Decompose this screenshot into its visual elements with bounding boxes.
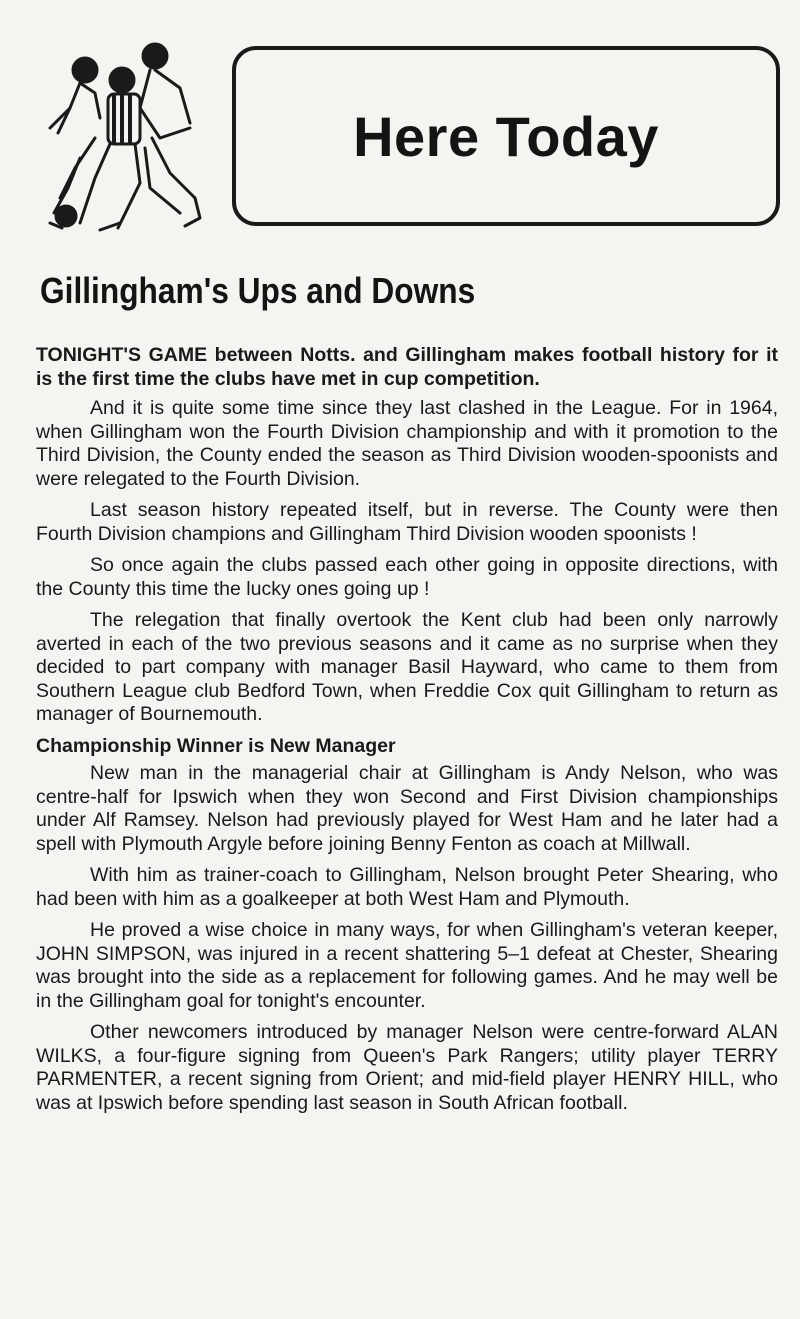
article-paragraph: He proved a wise choice in many ways, for when Gillingham's veteran keeper, JOHN SIMPSON, was injured in a recent shattering 5–1 defeat at Chester, Shearing was brought into the side as a replacement for following games. And he may well be in the Gillingham goal for tonight's encounter. [36, 919, 778, 1012]
article-lead: TONIGHT'S GAME between Notts. and Gillingham makes football history for it is the first time the clubs have met in cup competition. [36, 344, 778, 390]
article-paragraph: New man in the managerial chair at Gillingham is Andy Nelson, who was centre-half for Ipswich when they won Second and First Division championships under Alf Ramsey. Nelson had previously played for West Ham and he later had a spell with Plymouth Argyle before joining Benny Fenton as coach at Millwall. [36, 762, 778, 855]
article-paragraph: With him as trainer-coach to Gillingham, Nelson brought Peter Shearing, who had been with him as a goalkeeper at both West Ham and Plymouth. [36, 864, 778, 910]
article-body [36, 344, 778, 1123]
page-title: Here Today [353, 104, 659, 168]
footballers-icon [40, 38, 215, 238]
title-box [232, 46, 780, 226]
footballers-tackle-illustration [40, 38, 215, 238]
article-paragraph: The relegation that finally overtook the Kent club had been only narrowly averted in each of the two previous seasons and it came as no surprise when they decided to part company with manager Basil Hayward, who came to them from Southern League club Bedford Town, when Freddie Cox quit Gillingham to return as manager of Bournemouth. [36, 609, 778, 725]
article-subheading: Championship Winner is New Manager [36, 734, 396, 757]
article-headline: Gillingham's Ups and Downs [40, 270, 476, 311]
article-paragraph: Last season history repeated itself, but in reverse. The County were then Fourth Division champions and Gillingham Third Division wooden spoonists ! [36, 499, 778, 545]
article-paragraph: And it is quite some time since they last clashed in the League. For in 1964, when Gillingham won the Fourth Division championship and with it promotion to the Third Division, the County ended the season as Third Division wooden-spoonists and were relegated to the Fourth Division. [36, 397, 778, 490]
article-paragraph: Other newcomers introduced by manager Nelson were centre-forward ALAN WILKS, a four-figure signing from Queen's Park Rangers; utility player TERRY PARMENTER, a recent signing from Orient; and mid-field player HENRY HILL, who was at Ipswich before spending last season in South African football. [36, 1021, 778, 1114]
article-paragraph: So once again the clubs passed each other going in opposite directions, with the County this time the lucky ones going up ! [36, 554, 778, 600]
